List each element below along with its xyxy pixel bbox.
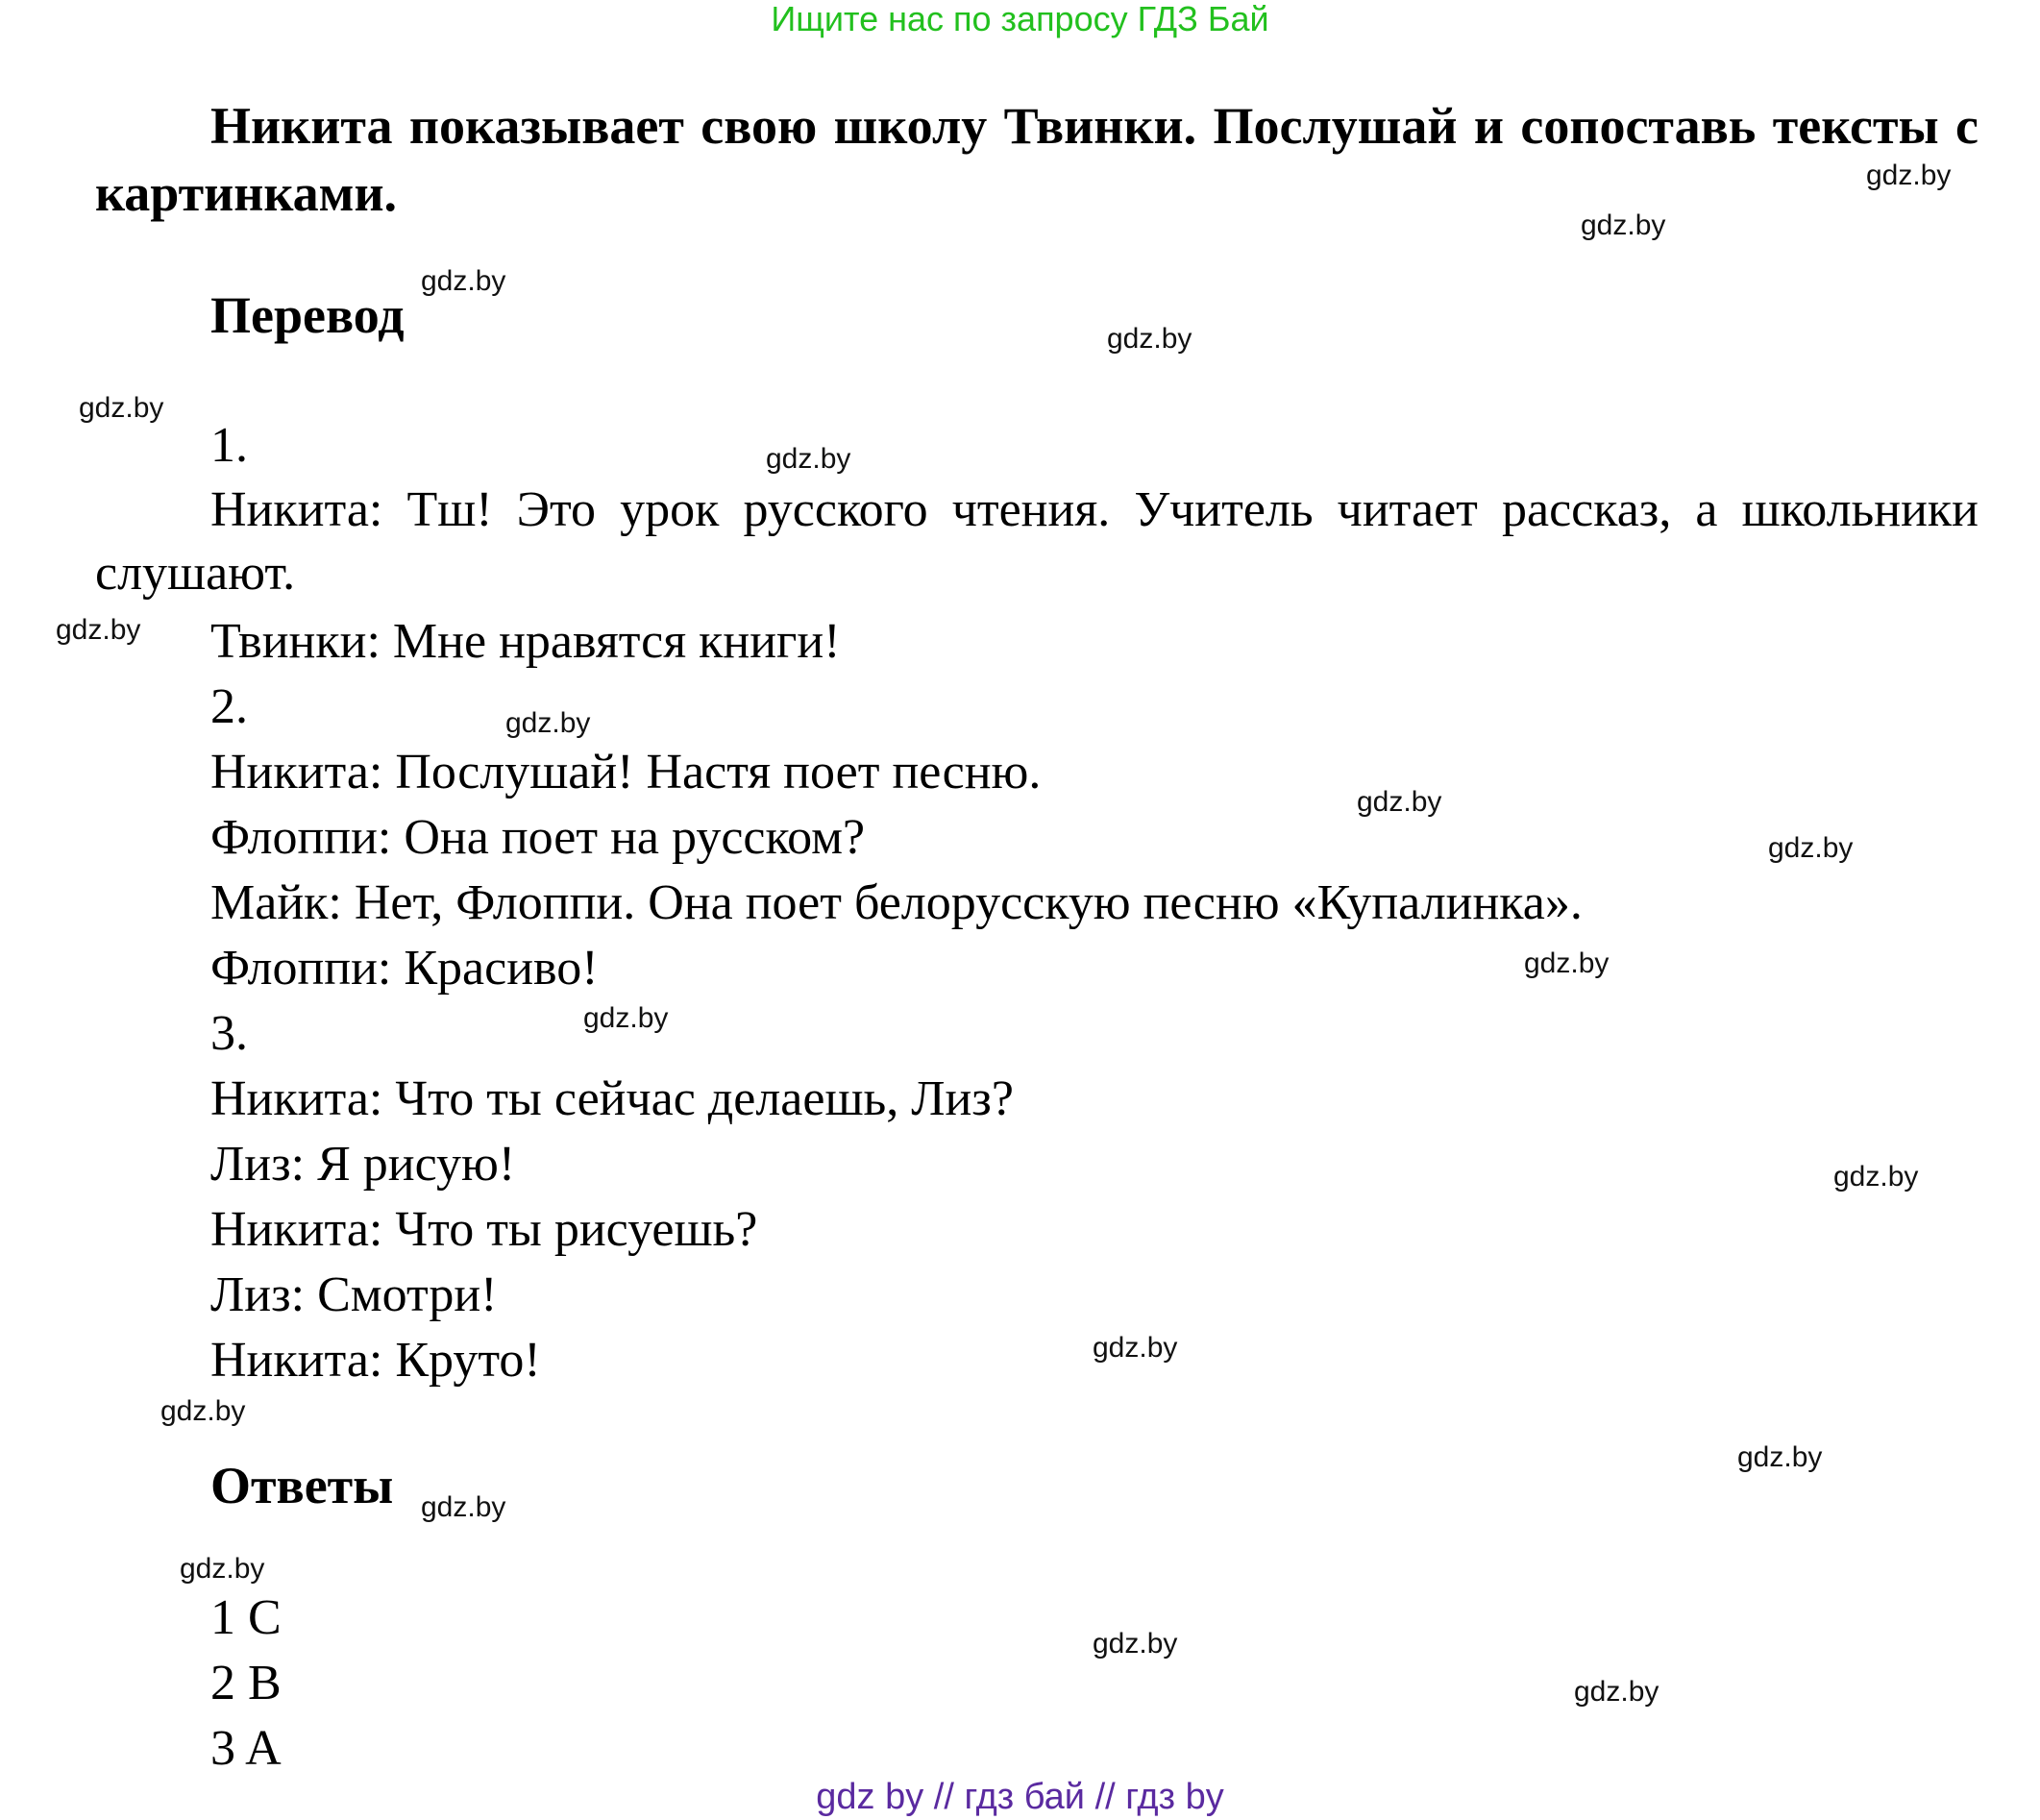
dialogue-1-number: 1. bbox=[210, 418, 248, 473]
watermark: gdz.by bbox=[1581, 209, 1666, 241]
watermark: gdz.by bbox=[1866, 160, 1952, 191]
watermark: gdz.by bbox=[1093, 1332, 1178, 1364]
dialogue-3-line-5: Никита: Круто! bbox=[210, 1333, 541, 1388]
answers-heading: Ответы bbox=[210, 1457, 394, 1514]
watermark: gdz.by bbox=[421, 1491, 506, 1523]
dialogue-3-line-1: Никита: Что ты сейчас делаешь, Лиз? bbox=[210, 1071, 1014, 1126]
watermark: gdz.by bbox=[505, 707, 591, 739]
dialogue-3-line-2: Лиз: Я рисую! bbox=[210, 1137, 516, 1192]
watermark: gdz.by bbox=[56, 614, 141, 646]
watermark: gdz.by bbox=[1768, 832, 1854, 864]
answer-2: 2 B bbox=[210, 1656, 282, 1710]
task-text: Никита показывает свою школу Твинки. Послушай и сопоставь тексты с картинками. bbox=[95, 97, 1979, 222]
dialogue-1-line-1-text: Никита: Тш! Это урок русского чтения. Учитель читает рассказ, а школьники слушают. bbox=[95, 482, 1979, 601]
watermark: gdz.by bbox=[766, 443, 851, 475]
task-instruction bbox=[95, 92, 1979, 227]
answer-3: 3 A bbox=[210, 1721, 282, 1776]
dialogue-2-line-3: Майк: Нет, Флоппи. Она поет белорусскую песню «Купалинка». bbox=[210, 875, 1583, 930]
watermark: gdz.by bbox=[1737, 1441, 1823, 1473]
dialogue-3-line-3: Никита: Что ты рисуешь? bbox=[210, 1202, 758, 1257]
dialogue-3-line-4: Лиз: Смотри! bbox=[210, 1267, 498, 1322]
answer-1: 1 C bbox=[210, 1590, 282, 1645]
watermark: gdz.by bbox=[1833, 1161, 1919, 1193]
watermark: gdz.by bbox=[1093, 1628, 1178, 1660]
translation-heading: Перевод bbox=[210, 286, 405, 344]
watermark: gdz.by bbox=[1574, 1676, 1659, 1708]
dialogue-1-line-2: Твинки: Мне нравятся книги! bbox=[210, 614, 841, 669]
watermark: gdz.by bbox=[79, 392, 164, 424]
watermark: gdz.by bbox=[180, 1553, 265, 1585]
watermark: gdz.by bbox=[1107, 323, 1192, 355]
watermark: gdz.by bbox=[421, 265, 506, 297]
watermark: gdz.by bbox=[583, 1002, 669, 1034]
dialogue-2-number: 2. bbox=[210, 679, 248, 734]
dialogue-2-line-2: Флоппи: Она поет на русском? bbox=[210, 810, 866, 865]
top-banner: Ищите нас по запросу ГДЗ Бай bbox=[771, 0, 1269, 38]
dialogue-2-line-1: Никита: Послушай! Настя поет песню. bbox=[210, 745, 1042, 799]
watermark: gdz.by bbox=[1524, 947, 1610, 979]
dialogue-2-line-4: Флоппи: Красиво! bbox=[210, 941, 599, 996]
watermark: gdz.by bbox=[1357, 786, 1442, 818]
dialogue-3-number: 3. bbox=[210, 1006, 248, 1061]
footer: gdz by // гдз бай // гдз by bbox=[816, 1777, 1224, 1817]
dialogue-1-line-1 bbox=[95, 479, 1979, 605]
watermark: gdz.by bbox=[160, 1395, 246, 1427]
